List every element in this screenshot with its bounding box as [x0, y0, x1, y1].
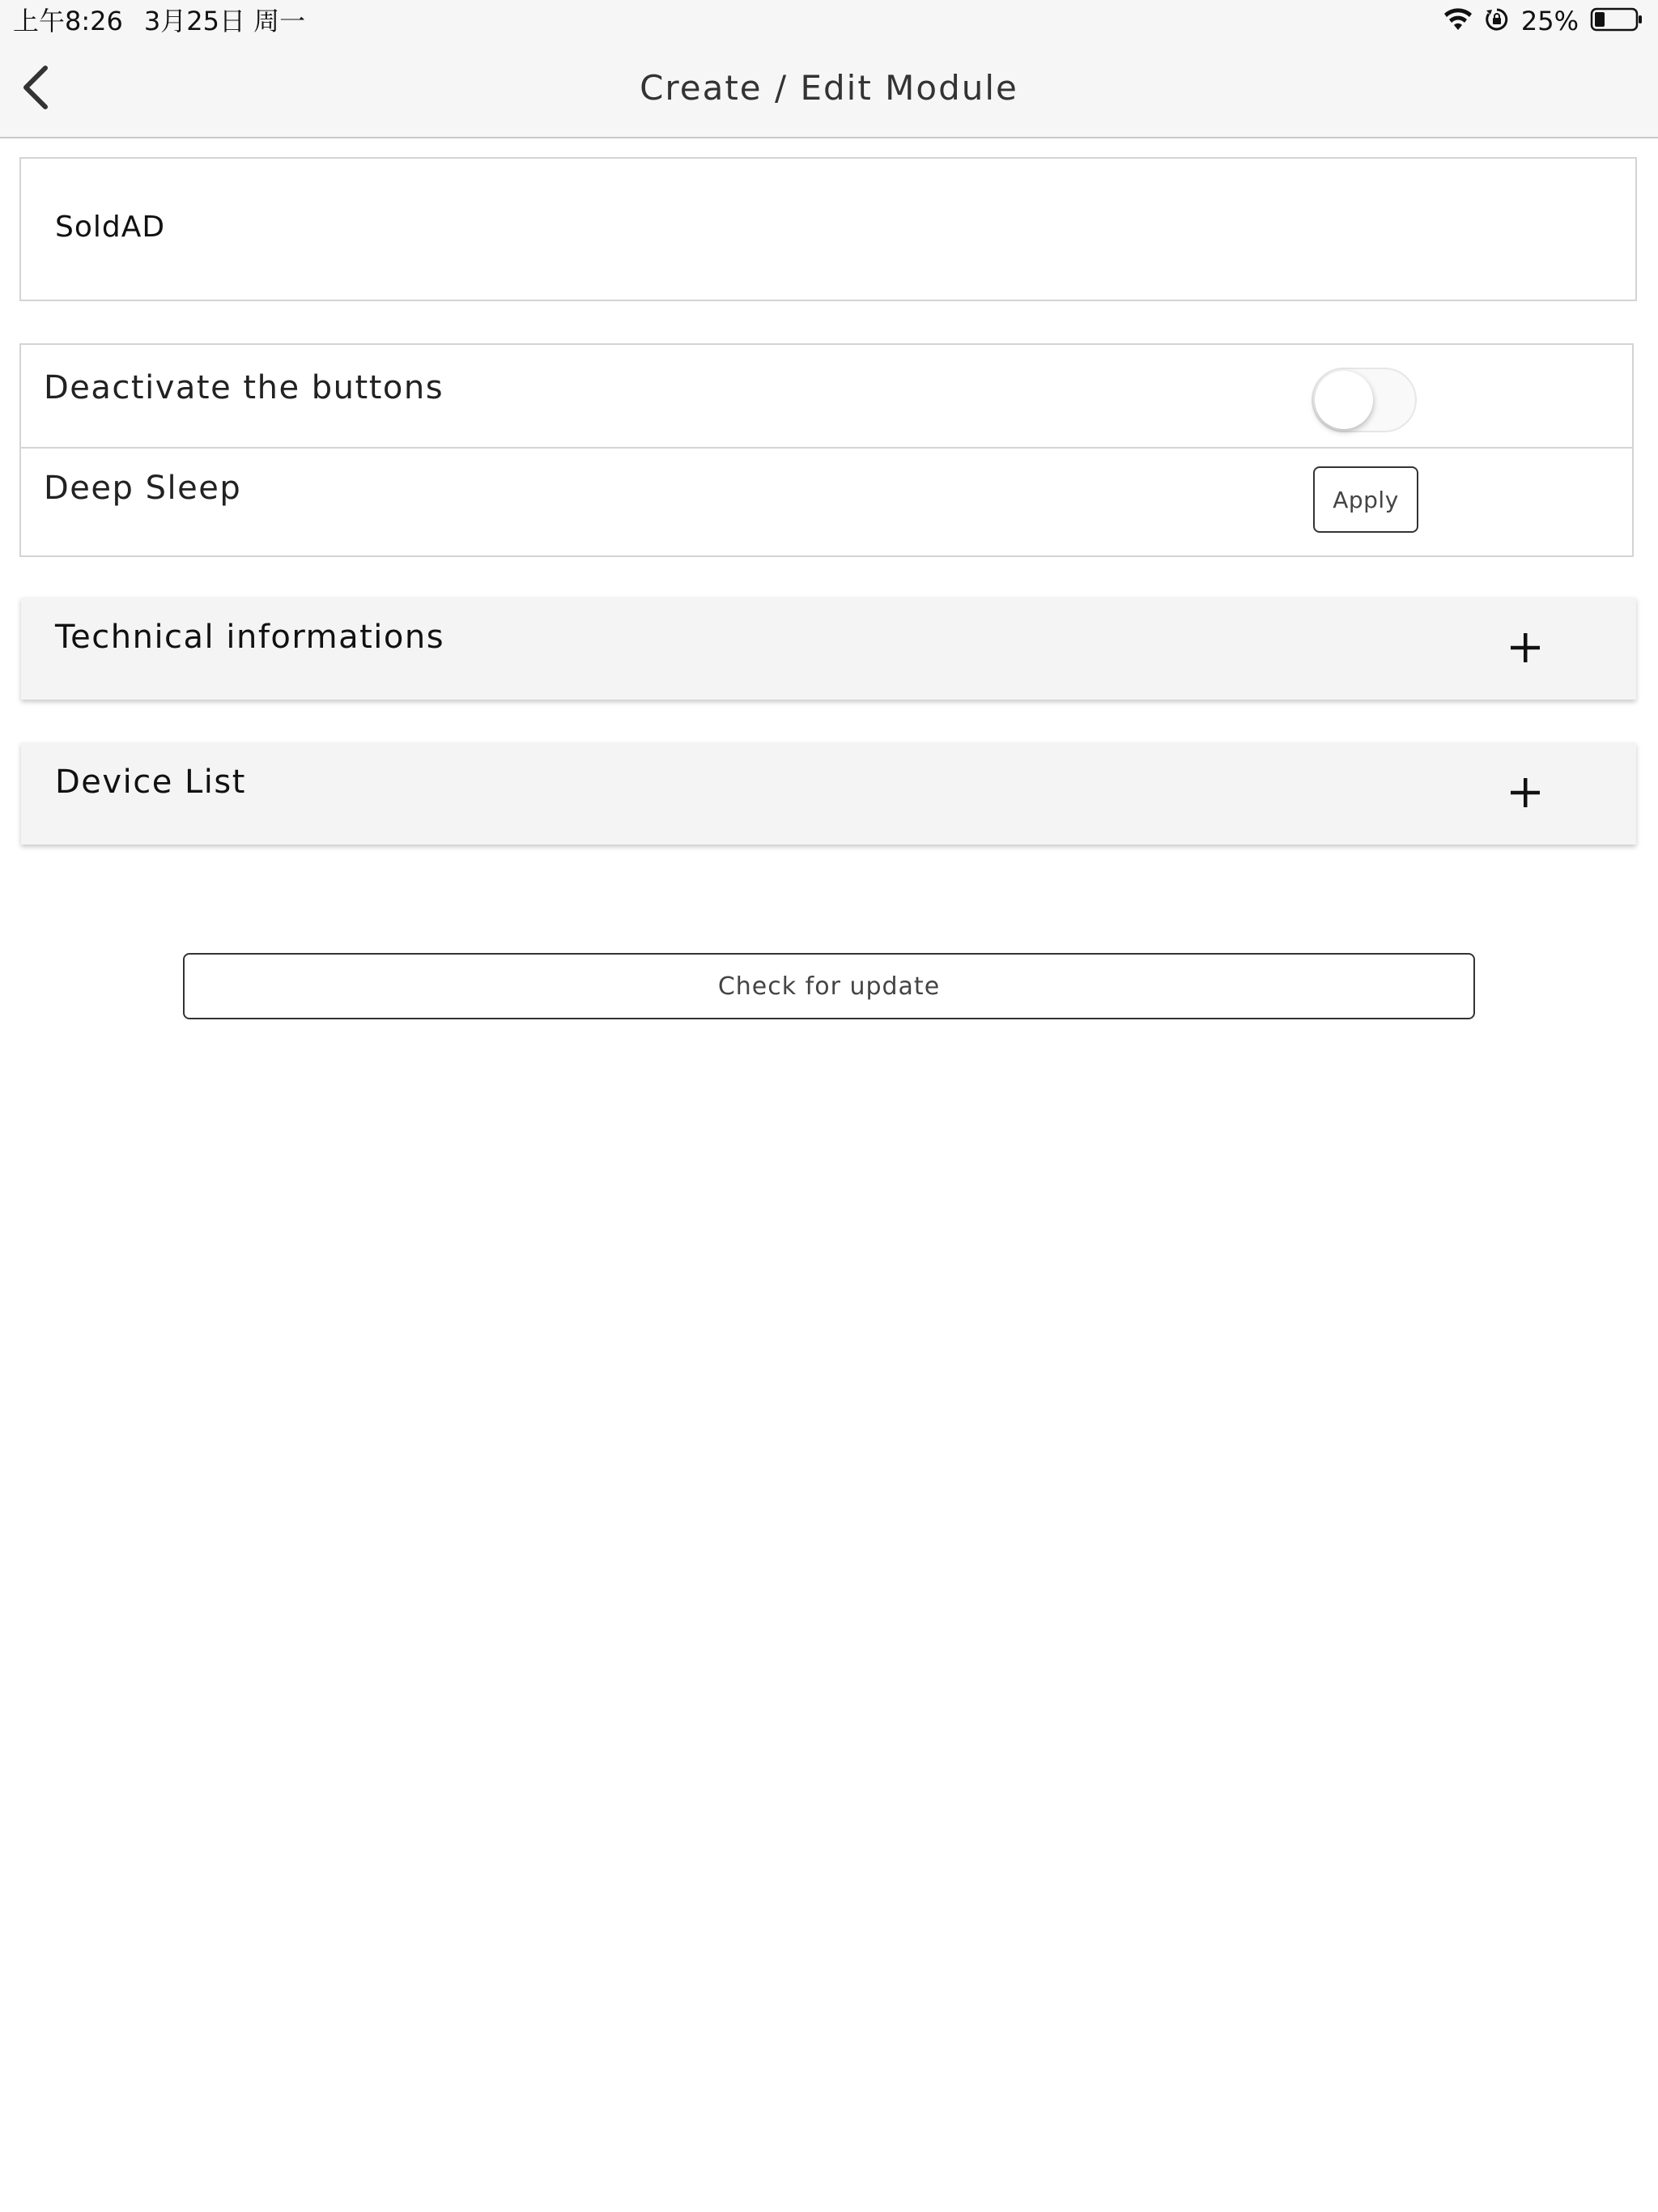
orientation-lock-icon	[1484, 6, 1510, 36]
setting-row-deep-sleep	[21, 447, 1632, 557]
battery-icon	[1590, 6, 1643, 36]
navigation-bar	[0, 42, 1658, 138]
technical-informations-title: Technical informations	[55, 619, 445, 656]
deep-sleep-apply-button[interactable]: Apply	[1313, 466, 1418, 533]
status-bar	[0, 0, 1658, 42]
device-list-title: Device List	[55, 764, 246, 801]
check-for-update-button[interactable]: Check for update	[183, 953, 1475, 1019]
module-name: SoldAD	[55, 211, 166, 244]
wifi-icon	[1443, 7, 1473, 35]
expand-technical-plus-icon[interactable]	[1507, 630, 1543, 666]
technical-informations-section[interactable]	[21, 598, 1636, 700]
page-title: Create / Edit Module	[640, 68, 1018, 108]
device-list-section[interactable]	[21, 742, 1636, 844]
toggle-knob	[1315, 371, 1373, 429]
module-name-card[interactable]	[19, 157, 1637, 301]
deactivate-buttons-toggle[interactable]	[1312, 368, 1417, 432]
settings-list	[19, 343, 1634, 557]
status-date: 3月25日 周一	[143, 6, 306, 36]
battery-percent: 25%	[1520, 6, 1579, 36]
status-time: 上午8:26	[13, 6, 123, 36]
deactivate-buttons-label: Deactivate the buttons	[44, 369, 444, 406]
setting-row-deactivate-buttons	[21, 345, 1632, 449]
deep-sleep-label: Deep Sleep	[44, 470, 242, 507]
status-time-date	[13, 5, 305, 37]
expand-device-list-plus-icon[interactable]	[1507, 775, 1543, 810]
status-icons	[1443, 5, 1643, 37]
